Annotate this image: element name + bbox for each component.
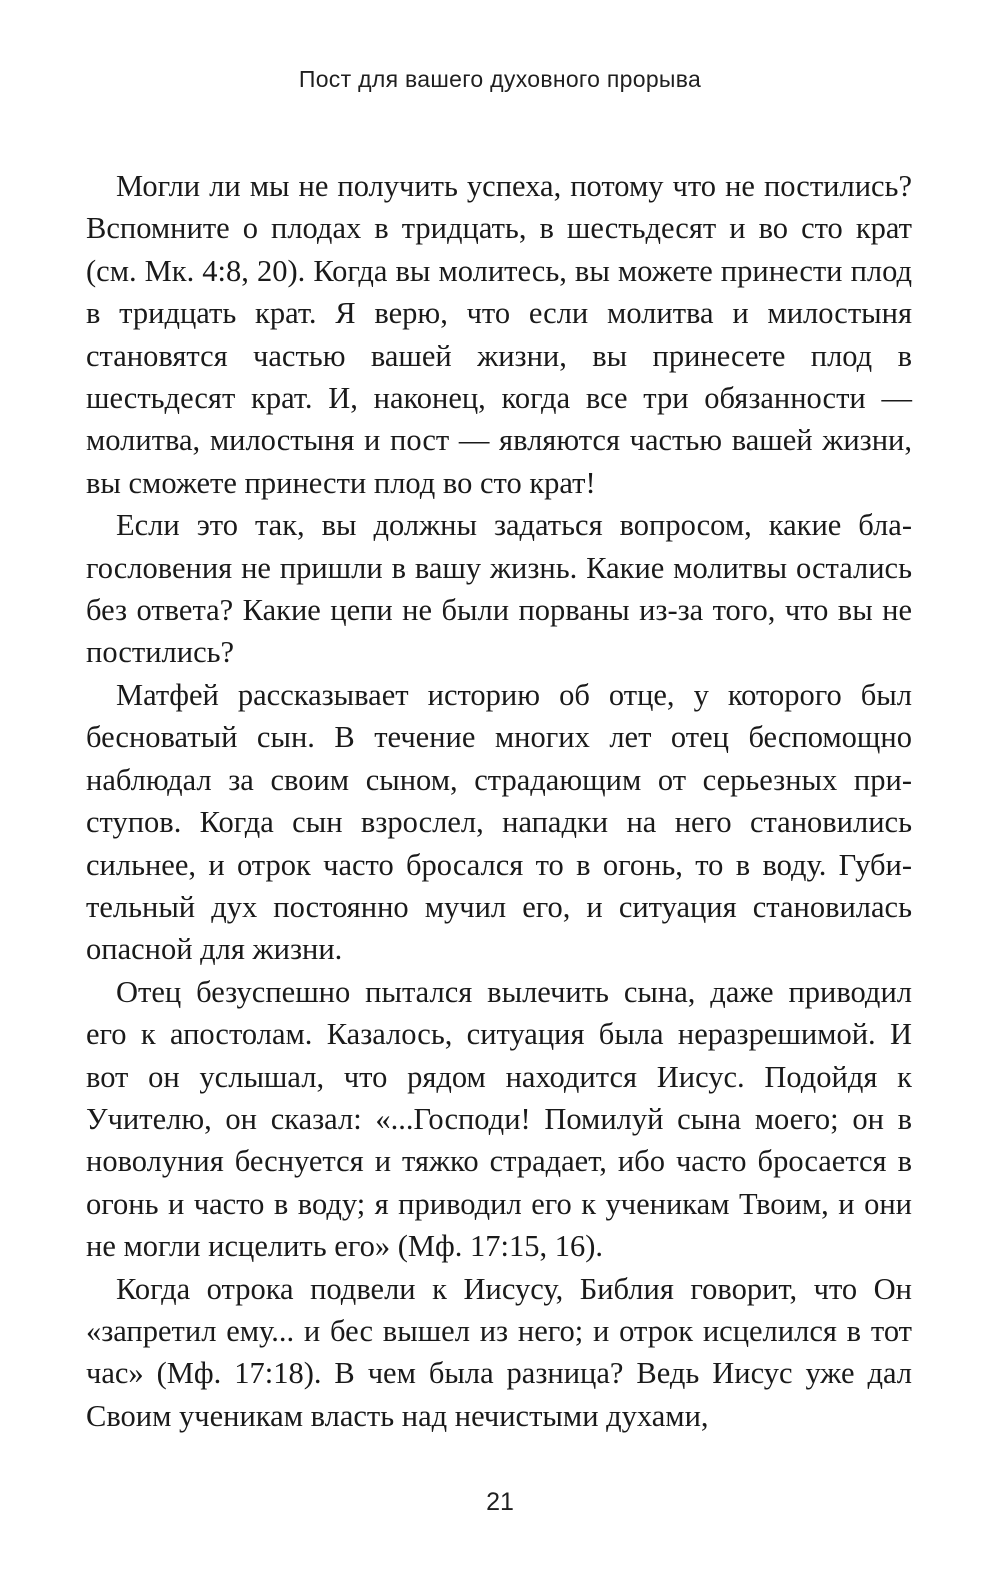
paragraph: Могли ли мы не получить успеха, потому что не постились? Вспомните о плодах в тридцать, в шестьдесят и во сто крат (см. Мк. 4:8, 20). Когда вы молитесь, вы можете принести плод в тридцать крат. Я верю, что если молитва и милостыня становятся частью вашей жизни, вы принесете плод в шестьдесят крат. И, наконец, когда все три обязанности — молитва, милостыня и пост — являются частью вашей жизни, вы сможете принести плод во сто крат! [86,169,912,500]
paragraph: Когда отрока подвели к Иисусу, Библия говорит, что Он «запретил ему... и бес вышел из него; и отрок исцелился в тот час» (Мф. 17:18). В чем была разница? Ведь Иисус уже дал Своим ученикам власть над нечистыми духами, [86,1271,912,1433]
paragraph: Отец безуспешно пытался вылечить сына, даже приводил его к апостолам. Казалось, ситуация была неразрешимой. И вот он услышал, что рядом находится Иисус. Подойдя к Учителю, он сказал: «...Господи! Помилуй сына моего; он в новолуния беснуется и тяжко страдает, ибо часто бросается в огонь и часто в воду; я приводил его к ученикам Твоим, и они не могли исцелить его» (Мф. 17:15, 16). [86,974,912,1264]
paragraph: Если это так, вы должны задаться вопросом, какие благословения не пришли в вашу жизнь. Какие молитвы остались без ответа? Какие цепи не были порваны из-за того, что вы не постились? [86,508,912,670]
page-number: 21 [486,1488,514,1516]
paragraph: Матфей рассказывает историю об отце, у которого был бесноватый сын. В течение многих лет отец беспомощно наблюдал за своим сыном, страдающим от серьезных приступов. Когда сын взрослел, нападки на него становились сильнее, и отрок часто бросался то в огонь, то в воду. Губительный дух постоянно мучил его, и ситуация становилась опасной для жизни. [86,677,912,967]
running-head: Пост для вашего духовного прорыва [298,66,702,92]
body-text [86,165,912,1437]
